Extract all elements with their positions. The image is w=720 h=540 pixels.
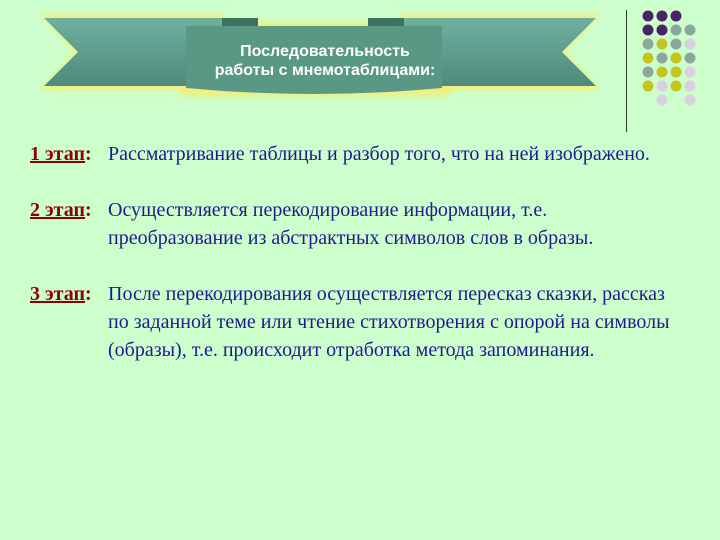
- decorative-dot: [657, 53, 668, 64]
- decorative-dot: [643, 67, 654, 78]
- decorative-dot: [671, 39, 682, 50]
- decorative-dot: [685, 95, 696, 106]
- decorative-dot: [685, 67, 696, 78]
- decorative-dot: [643, 81, 654, 92]
- decorative-dot: [657, 39, 668, 50]
- step-item: 3 этап: После перекодирования осуществляется пересказ сказки, рассказ по заданной теме или чтение стихотворения с опорой на символы (образы), т.е. происходит отработка метода запоминания.: [30, 280, 670, 364]
- decorative-dot: [643, 39, 654, 50]
- step-text: Осуществляется перекодирование информации, т.е. преобразование из абстрактных символов слов в образы.: [108, 199, 594, 249]
- step-text: После перекодирования осуществляется пересказ сказки, рассказ по заданной теме или чтение стихотворения с опорой на символы (образы), т.е. происходит отработка метода запоминания.: [108, 283, 670, 361]
- decorative-dot: [685, 25, 696, 36]
- decorative-dot: [671, 53, 682, 64]
- decorative-dot-grid: [640, 10, 720, 120]
- decorative-dot: [657, 95, 668, 106]
- decorative-dot: [657, 67, 668, 78]
- decorative-dot: [643, 11, 654, 22]
- page-title-line-1: Последовательность: [240, 43, 410, 60]
- step-item: 2 этап: Осуществляется перекодирование информации, т.е. преобразование из абстрактных символов слов в образы.: [30, 196, 670, 252]
- decorative-dot: [671, 67, 682, 78]
- decorative-dot: [643, 25, 654, 36]
- page-title-line-2: работы с мнемотаблицами:: [214, 62, 436, 79]
- step-label: 2 этап: [30, 199, 85, 221]
- steps-list: [30, 140, 670, 364]
- decorative-dot: [657, 11, 668, 22]
- decorative-dot: [657, 81, 668, 92]
- decorative-dot: [643, 53, 654, 64]
- step-text: Рассматривание таблицы и разбор того, что на ней изображено.: [108, 143, 650, 165]
- decorative-dot: [685, 81, 696, 92]
- step-label: 1 этап: [30, 143, 85, 165]
- decorative-dot: [671, 11, 682, 22]
- page-title: [160, 42, 490, 80]
- decorative-dot: [685, 39, 696, 50]
- decorative-dot: [671, 81, 682, 92]
- decorative-dot: [657, 25, 668, 36]
- decorative-dot: [685, 53, 696, 64]
- vertical-divider: [626, 10, 627, 132]
- step-item: 1 этап: Рассматривание таблицы и разбор того, что на ней изображено.: [30, 140, 670, 168]
- decorative-dot: [671, 25, 682, 36]
- step-label: 3 этап: [30, 283, 85, 305]
